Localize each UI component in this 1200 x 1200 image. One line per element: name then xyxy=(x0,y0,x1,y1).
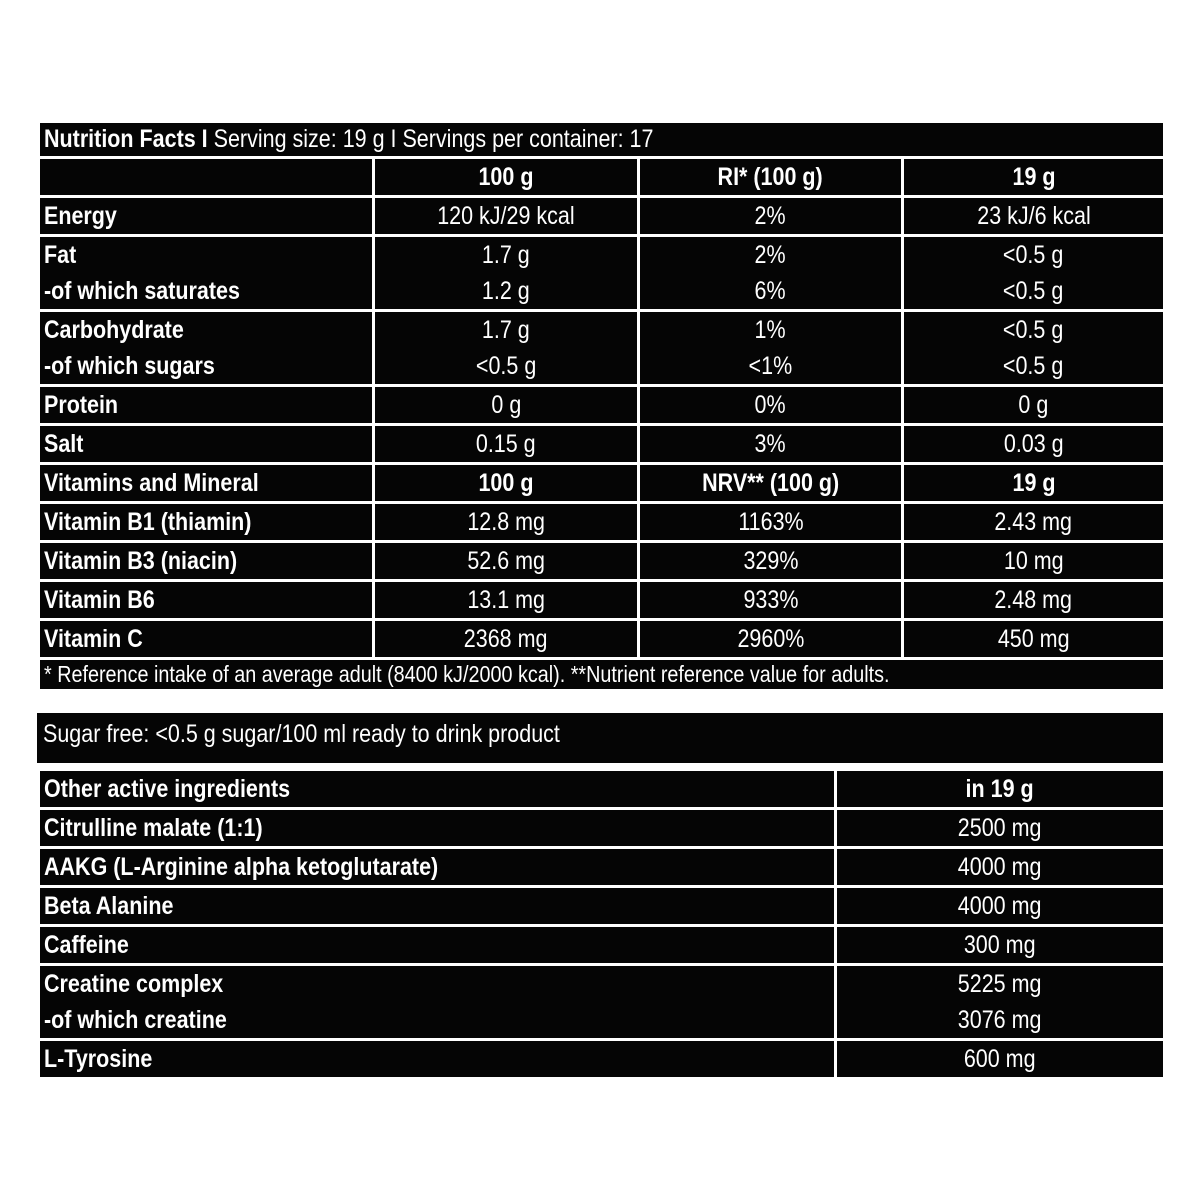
value-amount: 600 mg xyxy=(964,1045,1036,1073)
value-ri: 6% xyxy=(754,277,787,305)
other-header-row xyxy=(39,770,1165,809)
value-ri: 2% xyxy=(754,202,787,230)
row-label: -of which creatine xyxy=(44,1006,227,1034)
row-label: Fat xyxy=(44,241,77,269)
col-header-100g: 100 g xyxy=(478,163,534,191)
table-row xyxy=(39,311,1165,349)
vitamins-header-row xyxy=(39,464,1165,503)
value-ri: 3% xyxy=(754,430,787,458)
value-nrv: 329% xyxy=(742,547,798,575)
value-amount: 4000 mg xyxy=(958,853,1042,881)
value-ri: 2% xyxy=(754,241,787,269)
value-per-serving: 2.43 mg xyxy=(994,508,1073,536)
value-per-100g: 120 kJ/29 kcal xyxy=(437,202,575,230)
value-per-100g: 13.1 mg xyxy=(467,586,545,614)
value-nrv: 2960% xyxy=(737,625,804,653)
value-ri: <1% xyxy=(748,352,793,380)
value-per-serving: 0.03 g xyxy=(1003,430,1064,458)
row-label: Protein xyxy=(44,391,119,419)
sugar-free-note xyxy=(37,713,1163,763)
row-label: Caffeine xyxy=(44,931,129,959)
value-per-serving: <0.5 g xyxy=(1003,241,1064,269)
row-label: Vitamin B6 xyxy=(44,586,155,614)
value-per-serving: 0 g xyxy=(1018,391,1049,419)
row-label: -of which sugars xyxy=(44,352,215,380)
row-label: Energy xyxy=(44,202,117,230)
table-row xyxy=(39,1040,1165,1078)
value-per-100g: 0.15 g xyxy=(476,430,536,458)
nutrition-table xyxy=(37,123,1166,689)
table-row xyxy=(39,273,1165,311)
value-ri: 0% xyxy=(754,391,787,419)
other-col-header-amount: in 19 g xyxy=(965,775,1035,803)
table-row xyxy=(39,425,1165,464)
table-row xyxy=(39,581,1165,620)
row-label: -of which saturates xyxy=(44,277,240,305)
row-label: Salt xyxy=(44,430,84,458)
vitamins-heading: Vitamins and Mineral xyxy=(44,469,259,497)
footnote-text: * Reference intake of an average adult (8400 kJ/2000 kcal). **Nutrient reference value for adults. xyxy=(44,661,890,687)
value-amount: 2500 mg xyxy=(958,814,1042,842)
row-label: Creatine complex xyxy=(44,970,224,998)
table-row xyxy=(39,236,1165,274)
value-per-serving: 10 mg xyxy=(1003,547,1064,575)
value-per-100g: <0.5 g xyxy=(475,352,537,380)
value-per-100g: 12.8 mg xyxy=(467,508,545,536)
value-per-serving: 23 kJ/6 kcal xyxy=(976,202,1091,230)
table-row xyxy=(39,926,1165,965)
row-label: Vitamin C xyxy=(44,625,143,653)
nutrition-header-row xyxy=(39,158,1165,197)
other-heading: Other active ingredients xyxy=(44,775,291,803)
row-label: Vitamin B1 (thiamin) xyxy=(44,508,252,536)
serving-size: Serving size: 19 g xyxy=(213,125,385,153)
row-label: Carbohydrate xyxy=(44,316,184,344)
value-per-serving: <0.5 g xyxy=(1003,352,1064,380)
vit-col-header-serving: 19 g xyxy=(1012,469,1056,497)
col-header-ri: RI* (100 g) xyxy=(717,163,824,191)
servings-per-container: Servings per container: 17 xyxy=(402,125,654,153)
row-label: Beta Alanine xyxy=(44,892,174,920)
value-ri: 1% xyxy=(754,316,787,344)
table-row xyxy=(39,887,1165,926)
value-nrv: 1163% xyxy=(737,508,804,536)
vit-col-header-nrv: NRV** (100 g) xyxy=(701,469,840,497)
value-per-serving: <0.5 g xyxy=(1003,277,1064,305)
value-per-100g: 1.7 g xyxy=(482,241,530,269)
value-amount: 3076 mg xyxy=(958,1006,1042,1034)
value-amount: 300 mg xyxy=(964,931,1036,959)
row-label: Vitamin B3 (niacin) xyxy=(44,547,238,575)
value-per-100g: 52.6 mg xyxy=(467,547,545,575)
row-label: Citrulline malate (1:1) xyxy=(44,814,263,842)
table-row xyxy=(39,965,1165,1003)
value-nrv: 933% xyxy=(742,586,798,614)
nutrition-title-row: Nutrition Facts I Serving size: 19 g I Servings per container: 17 xyxy=(39,123,1165,158)
value-per-serving: 450 mg xyxy=(997,625,1070,653)
value-per-100g: 1.7 g xyxy=(482,316,530,344)
col-header-serving: 19 g xyxy=(1012,163,1056,191)
table-row xyxy=(39,197,1165,236)
table-row xyxy=(39,848,1165,887)
value-per-serving: <0.5 g xyxy=(1003,316,1064,344)
table-row xyxy=(39,809,1165,848)
table-row xyxy=(39,542,1165,581)
vit-col-header-100g: 100 g xyxy=(478,469,534,497)
value-amount: 5225 mg xyxy=(958,970,1042,998)
row-label: AAKG (L-Arginine alpha ketoglutarate) xyxy=(44,853,439,881)
table-row xyxy=(39,620,1165,659)
value-per-serving: 2.48 mg xyxy=(994,586,1073,614)
value-per-100g: 0 g xyxy=(491,391,521,419)
nutrition-facts-title: Nutrition Facts xyxy=(44,125,196,153)
table-row xyxy=(39,386,1165,425)
table-row xyxy=(39,503,1165,542)
footnote-row xyxy=(39,659,1165,690)
value-per-100g: 1.2 g xyxy=(482,277,530,305)
value-amount: 4000 mg xyxy=(958,892,1042,920)
table-row xyxy=(39,1002,1165,1040)
table-row xyxy=(39,348,1165,386)
other-ingredients-table xyxy=(37,768,1166,1077)
row-label: L-Tyrosine xyxy=(44,1045,153,1073)
sugar-free-text: Sugar free: <0.5 g sugar/100 ml ready to drink product xyxy=(43,720,560,748)
value-per-100g: 2368 mg xyxy=(464,625,548,653)
